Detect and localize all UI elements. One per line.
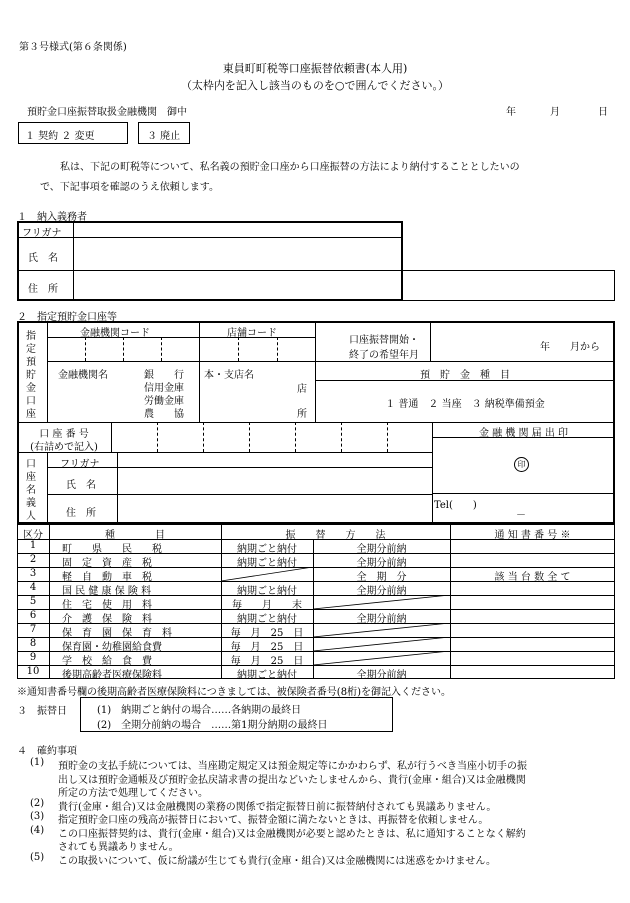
tax-row-no: 4 <box>29 582 37 593</box>
term-text: 預貯金の支払手続については、当座勘定規定又は預金規定等にかかわらず、私が行うべき当座小切手の振 <box>58 761 527 772</box>
bank-code-label: 金融機関コード <box>80 328 150 339</box>
addressee: 預貯金口座振替取扱金融機関 御中 <box>27 107 187 118</box>
holder-name-label: 氏 名 <box>66 480 96 491</box>
tax-row-method-2: 全期分前納 <box>356 558 407 569</box>
term-number: (1) <box>30 757 45 768</box>
start-end-label-2: 終了の希望年月 <box>349 350 419 361</box>
holder-side-label: 口座名義人 <box>26 459 36 522</box>
bank-seal-title: 金 融 機 関 届 出 印 <box>478 428 569 439</box>
date-month-label: 月 <box>550 107 560 118</box>
tax-row-item: 町 県 民 税 <box>62 544 162 555</box>
tax-row-method-1: 毎 月 25 日 <box>230 656 304 667</box>
holder-address-field[interactable] <box>118 495 431 523</box>
tax-row-method-1: 毎 月 25 日 <box>230 642 304 653</box>
deposit-type-label: 預 貯 金 種 目 <box>420 370 510 381</box>
term-number: (4) <box>30 824 45 836</box>
term-text: 貴行(金庫・組合)又は金融機関の業務の関係で指定振替日前に振替納付されても異議ありません。 <box>58 801 497 813</box>
empty-cell-slash <box>313 651 450 665</box>
section-2-heading: ２ 指定預貯金口座等 <box>17 312 117 323</box>
branch-code-label: 店舗コード <box>227 328 277 339</box>
taxpayer-address-label: 住 所 <box>28 284 58 295</box>
seal-mark-icon: 印 <box>514 457 529 472</box>
term-number: (5) <box>30 851 45 863</box>
tax-row-item: 後期高齢者医療保険料 <box>62 670 162 681</box>
table-note: ※通知書番号欄の後期高齢者医療保険料につきましては、被保険者番号(8桁)を御記入ください。 <box>17 687 451 698</box>
option-apply-box[interactable] <box>18 122 128 144</box>
transfer-date-line-1: (1) 納期ごと納付の場合……各納期の最終日 <box>97 705 302 716</box>
tax-row-method-1: 納期ごと納付 <box>237 586 297 597</box>
slash-line <box>313 623 450 637</box>
form-subtitle: （太枠内を記入し該当のものを○で囲んでください。） <box>180 79 450 92</box>
tax-row-method-2: 全 期 分 <box>356 572 407 583</box>
account-number-note: (右詰めで記入) <box>30 442 98 453</box>
tax-col-kubun: 区分 <box>23 530 43 541</box>
section-3-heading: ３ 振替日 <box>17 706 67 717</box>
term-number: (2) <box>30 797 45 809</box>
tax-row-no: 1 <box>29 540 37 551</box>
empty-cell-slash <box>313 637 450 651</box>
bank-type-2: 信用金庫 <box>144 383 184 394</box>
tax-row-no: 2 <box>29 554 37 565</box>
form-title: 東員町町税等口座振替依頼書(本人用) <box>222 62 408 75</box>
tax-col-notice: 通 知 書 番 号 ※ <box>494 530 571 541</box>
date-year-label: 年 <box>506 107 516 118</box>
form-number: 第３号様式(第６条関係) <box>19 42 127 53</box>
taxpayer-extra-cell <box>401 270 615 301</box>
empty-cell-slash <box>221 567 313 581</box>
tax-row-item: 固 定 資 産 税 <box>62 558 152 569</box>
tax-row-item: 国 民 健 康 保 険 料 <box>62 586 152 597</box>
bank-type-4: 農 協 <box>144 409 184 420</box>
slash-line <box>313 651 450 665</box>
branch-code-field[interactable] <box>200 338 314 360</box>
start-month-field[interactable] <box>432 323 532 359</box>
branch-type-2: 所 <box>297 409 307 420</box>
tax-row-method-2: 全期分前納 <box>356 614 407 625</box>
tax-row-item: 軽 自 動 車 税 <box>62 572 152 583</box>
intro-line-1: 私は、下記の町税等について、私名義の預貯金口座から口座振替の方法により納付することとしたいの <box>60 162 520 173</box>
tax-row-method-1: 納期ごと納付 <box>237 614 297 625</box>
taxpayer-name-field[interactable] <box>75 238 401 269</box>
tax-row-method-1: 納期ごと納付 <box>237 558 297 569</box>
tax-row-method-2: 全期分前納 <box>356 586 407 597</box>
month-from-label: 年 月から <box>540 342 600 353</box>
tax-row-method-1: 納期ごと納付 <box>237 544 297 555</box>
empty-cell-slash <box>313 623 450 637</box>
tax-col-item: 種 目 <box>105 530 165 541</box>
tax-row-method-1: 毎 月 末 <box>232 600 302 611</box>
tax-row-no: 6 <box>29 610 37 621</box>
tax-row-no: 3 <box>29 568 37 579</box>
option-apply-label: １ 契約 ２ 変更 <box>25 131 95 142</box>
tax-row-item: 学 校 給 食 費 <box>62 656 152 667</box>
section-4-heading: ４ 確約事項 <box>17 746 77 757</box>
slash-line <box>221 567 313 581</box>
term-text: 指定預貯金口座の残高が振替日において、振替金額に満たないときは、再振替を依頼しません。 <box>58 815 489 826</box>
tax-row-no: 7 <box>29 624 37 635</box>
tel-dash: － <box>516 510 526 521</box>
bank-seal-area[interactable] <box>433 438 614 493</box>
intro-line-2: で、下記事項を確認のうえ依頼します。 <box>40 182 219 193</box>
tax-row-item: 保 育 園 保 育 料 <box>62 628 172 639</box>
term-text: されても異議ありません。 <box>58 842 179 853</box>
taxpayer-address-field[interactable] <box>75 271 401 300</box>
term-text: 所定の方法で処理してください。 <box>58 788 208 799</box>
term-text: この口座振替契約は、貴行(金庫・組合)又は金融機関が必要と認めたときは、私に通知することなく解約 <box>58 828 526 840</box>
account-number-label: 口 座 番 号 <box>39 429 89 440</box>
transfer-date-box <box>80 697 393 732</box>
tax-row-item: 住 宅 使 用 料 <box>62 600 152 611</box>
bank-type-1: 銀 行 <box>144 370 184 381</box>
tax-row-no: 5 <box>29 596 37 607</box>
tax-row-method-2: 全期分前納 <box>356 670 407 681</box>
slash-line <box>313 637 450 651</box>
empty-cell-slash <box>313 595 450 609</box>
tax-row-item: 保育園・幼稚園給食費 <box>62 642 162 653</box>
tax-row-item: 介 護 保 険 料 <box>62 614 152 625</box>
transfer-date-line-2: (2) 全期分前納の場合 ……第1期分納期の最終日 <box>97 720 328 731</box>
tax-row-method-1: 毎 月 25 日 <box>230 628 304 639</box>
option-abolish-label: ３ 廃止 <box>147 131 181 142</box>
tel-label: Tel( ) <box>434 500 477 511</box>
tax-row-no: 9 <box>29 652 37 663</box>
term-text: 出し又は預貯金通帳及び預貯金払戻請求書の提出などいたしませんから、貴行(金庫・組合)又は金融機関 <box>58 774 526 786</box>
taxpayer-furigana-label: フリガナ <box>22 228 62 239</box>
holder-address-label: 住 所 <box>66 508 96 519</box>
branch-type-1: 店 <box>297 384 307 395</box>
account-side-label: 指定預貯金口座 <box>26 331 36 420</box>
deposit-type-options[interactable]: １ 普通 ２ 当座 ３ 納税準備預金 <box>385 399 545 410</box>
date-day-label: 日 <box>598 107 608 118</box>
section-1-heading: １ 納入義務者 <box>17 212 87 223</box>
branch-name-label: 本・支店名 <box>204 370 254 381</box>
tax-row-no: 8 <box>29 638 37 649</box>
tax-row-method-2: 全期分前納 <box>356 544 407 555</box>
bank-type-3: 労働金庫 <box>144 396 184 407</box>
term-number: (3) <box>30 811 45 822</box>
bank-name-label: 金融機関名 <box>58 370 108 381</box>
holder-name-field[interactable] <box>118 468 431 493</box>
tax-row-no: 10 <box>26 666 40 677</box>
taxpayer-name-label: 氏 名 <box>28 253 58 264</box>
tax-col-method: 振 替 方 法 <box>285 530 386 541</box>
tax-row-notice: 該 当 台 数 全 て <box>494 572 571 583</box>
option-abolish-box[interactable] <box>138 122 190 144</box>
bank-code-field[interactable] <box>48 338 198 360</box>
start-end-label-1: 口座振替開始・ <box>349 335 419 346</box>
tax-row-method-1: 納期ごと納付 <box>237 670 297 681</box>
term-text: この取扱いについて、仮に紛議が生じても貴行(金庫・組合)又は金融機関には迷惑をかけません。 <box>58 855 497 867</box>
slash-line <box>313 595 450 609</box>
holder-furigana-label: フリガナ <box>60 459 100 470</box>
account-number-field[interactable] <box>112 423 431 451</box>
